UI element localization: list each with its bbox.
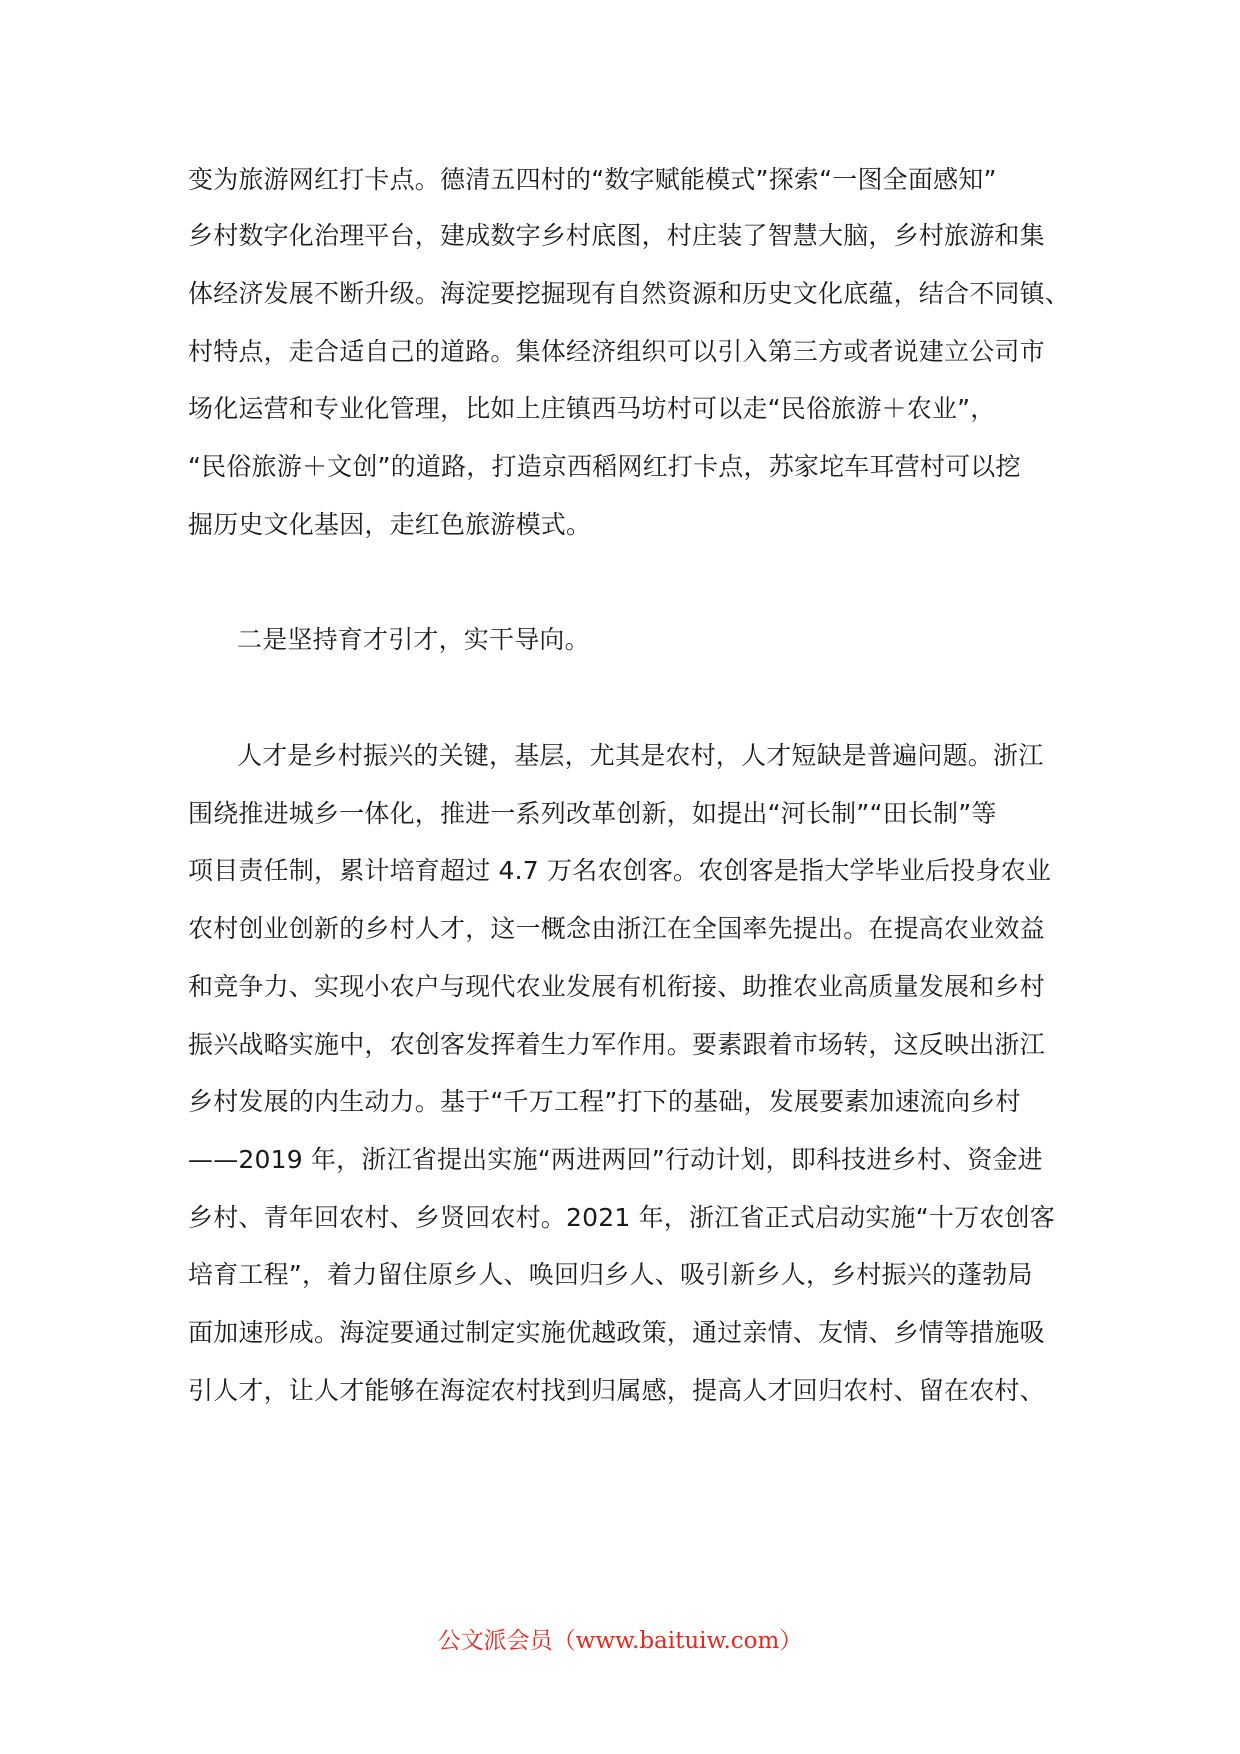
text-line: 人才是乡村振兴的关键，基层，尤其是农村，人才短缺是普遍问题。浙江	[237, 741, 1044, 770]
text-line: 引人才，让人才能够在海淀农村找到归属感，提高人才回归农村、留在农村、	[188, 1376, 1045, 1405]
text-line: 培育工程”，着力留住原乡人、唤回归乡人、吸引新乡人，乡村振兴的蓬勃局	[188, 1260, 1033, 1289]
text-line: 面加速形成。海淀要通过制定实施优越政策，通过亲情、友情、乡情等措施吸	[188, 1318, 1045, 1347]
text-line: 乡村、青年回农村、乡贤回农村。2021 年，浙江省正式启动实施“十万农创客	[188, 1203, 1055, 1232]
text-line: ——2019 年，浙江省提出实施“两进两回”行动计划，即科技进乡村、资金进	[188, 1145, 1043, 1174]
footer-watermark-link[interactable]: 公文派会员（www.baituiw.com）	[437, 1628, 803, 1654]
section-heading: 二是坚持育才引才，实干导向。	[237, 625, 590, 654]
text-line: 变为旅游网红打卡点。德清五四村的“数字赋能模式”探索“一图全面感知”	[188, 165, 997, 194]
text-line: 乡村发展的内生动力。基于“千万工程”打下的基础，发展要素加速流向乡村	[188, 1087, 1021, 1116]
text-line: 围绕推进城乡一体化，推进一系列改革创新，如提出“河长制”“田长制”等	[188, 799, 997, 828]
text-line: 体经济发展不断升级。海淀要挖掘现有自然资源和历史文化底蕴，结合不同镇、	[188, 279, 1071, 308]
text-line: “民俗旅游＋文创”的道路，打造京西稻网红打卡点，苏家坨车耳营村可以挖	[188, 452, 1021, 481]
text-line: 项目责任制，累计培育超过 4.7 万名农创客。农创客是指大学毕业后投身农业	[188, 856, 1052, 885]
text-line: 村特点，走合适自己的道路。集体经济组织可以引入第三方或者说建立公司市	[188, 337, 1045, 366]
text-line: 振兴战略实施中，农创客发挥着生力军作用。要素跟着市场转，这反映出浙江	[188, 1030, 1045, 1059]
text-line: 掘历史文化基因，走红色旅游模式。	[188, 510, 592, 539]
text-line: 乡村数字化治理平台，建成数字乡村底图，村庄装了智慧大脑，乡村旅游和集	[188, 221, 1045, 250]
text-line: 和竞争力、实现小农户与现代农业发展有机衔接、助推农业高质量发展和乡村	[188, 972, 1045, 1001]
text-line: 农村创业创新的乡村人才，这一概念由浙江在全国率先提出。在提高农业效益	[188, 914, 1045, 943]
text-line: 场化运营和专业化管理，比如上庄镇西马坊村可以走“民俗旅游＋农业”，	[188, 394, 996, 423]
